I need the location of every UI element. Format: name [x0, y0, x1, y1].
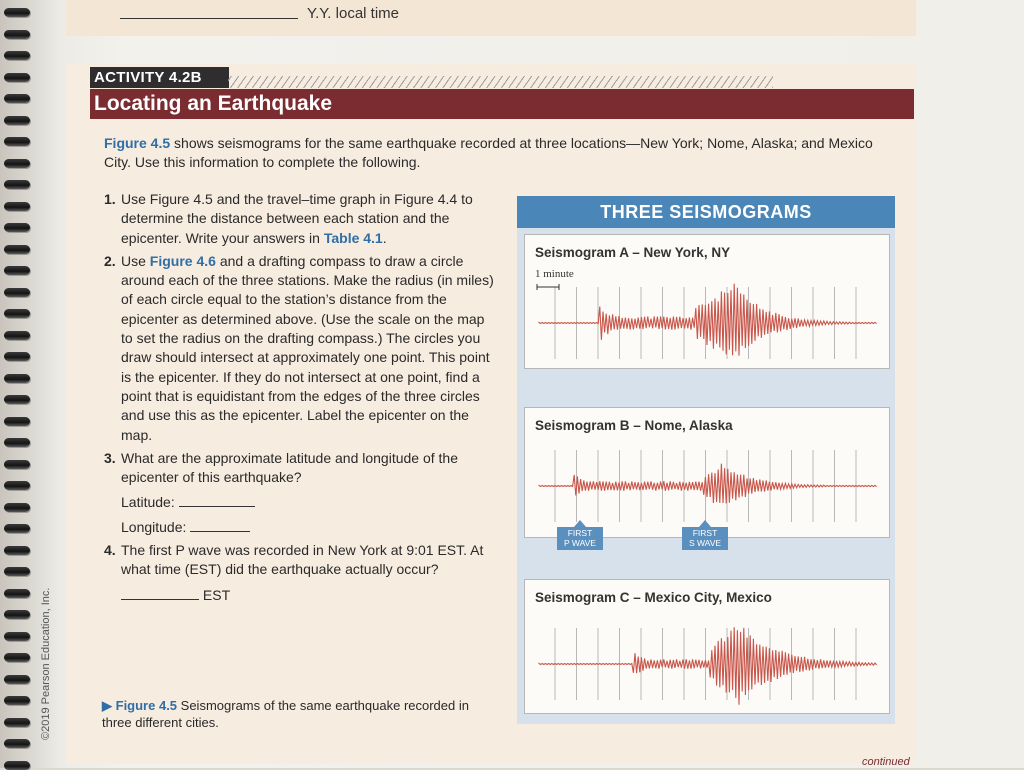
seismogram-figure [517, 196, 895, 724]
seismogram-title: Seismogram A – New York, NY [535, 245, 731, 260]
binding-coil [4, 159, 30, 168]
item-text: Use [121, 252, 150, 269]
table-reference: Table 4.1 [323, 229, 383, 246]
instruction-item [104, 190, 499, 248]
s-wave-marker-label: FIRST S WAVE [688, 528, 722, 548]
binding-coil [4, 8, 30, 17]
binding-coil [4, 94, 30, 103]
item-text: The first P wave was recorded in New York at 9:01 EST. At what time (EST) did the earthquake actually occur? [121, 542, 484, 578]
figure-reference: Figure 4.6 [149, 252, 216, 269]
binding-coil [4, 696, 30, 705]
item-number: 1. [104, 191, 116, 207]
activity-title: Locating an Earthquake [94, 92, 333, 115]
waveform [539, 464, 877, 504]
binding-coil [4, 739, 30, 748]
seismogram-panel-c [524, 579, 890, 714]
seismogram-trace-c [525, 580, 889, 713]
binding-coil [4, 309, 30, 318]
binding-coil [4, 288, 30, 297]
item-text-end: and a drafting compass to draw a circle around each of the three stations. Make the radius (in miles) of each circle equal to the station’s distance from the epicenter as determined above. (Use the scale on the map to set the radius on the drafting compass.) The circles you draw should intersect at approximately one point. This point is the epicenter. If they do not intersect at one point, find a point that is equidistant from the edges of the three circles and use this as the epicenter. Label the epicenter on the map. [121, 252, 494, 443]
seismogram-title: Seismogram B – Nome, Alaska [535, 418, 733, 433]
answer-blank-line [120, 18, 298, 19]
binding-coil [4, 718, 30, 727]
binding-coil [4, 202, 30, 211]
hatch-decoration [228, 76, 773, 88]
est-suffix: EST [202, 586, 231, 603]
binding-coil [4, 589, 30, 598]
binding-coil [4, 180, 30, 189]
figure-caption [102, 697, 482, 731]
item-number: 4. [104, 542, 116, 559]
binding-coil [4, 245, 30, 254]
time-answer-blank[interactable] [121, 586, 199, 600]
binding-coil [4, 374, 30, 383]
first-s-wave-marker [682, 527, 728, 550]
waveform [539, 284, 877, 356]
instruction-list [104, 190, 499, 609]
binding-coil [4, 653, 30, 662]
binding-coil [4, 460, 30, 469]
binding-coil [4, 438, 30, 447]
binding-coil [4, 137, 30, 146]
item-text: What are the approximate latitude and longitude of the epicenter of this earthquake? [121, 449, 458, 486]
caption-figure-ref: Figure 4.5 [115, 698, 178, 713]
waveform [539, 627, 877, 705]
binding-coil [4, 610, 30, 619]
binding-coil [4, 503, 30, 512]
instruction-item [104, 252, 499, 445]
item-text: Use Figure 4.5 and the travel–time graph in Figure 4.4 to determine the distance between each station and the epicenter. Write your answers in [121, 191, 473, 246]
continued-note: continued [862, 756, 910, 768]
p-wave-marker-label: FIRST P WAVE [564, 528, 596, 548]
binding-coil [4, 632, 30, 641]
time-scale-label: 1 minute [535, 268, 574, 280]
binding-coil [4, 51, 30, 60]
instruction-item [104, 541, 499, 605]
instruction-item [104, 449, 499, 537]
copyright-notice: ©2019 Pearson Education, Inc. [40, 587, 52, 740]
binding-coil [4, 417, 30, 426]
intro-text: shows seismograms for the same earthquake recorded at three locations—New York; Nome, Alaska; and Mexico City. Use this information to complete the following. [104, 135, 873, 170]
time-answer-row [121, 586, 499, 605]
longitude-row [121, 518, 499, 537]
binding-coil [4, 546, 30, 555]
binding-coil [4, 30, 30, 39]
binding-coil [4, 116, 30, 125]
figure-reference: Figure 4.5 [104, 135, 171, 151]
item-text-end: . [382, 229, 387, 246]
binding-coil [4, 266, 30, 275]
binding-coil [4, 675, 30, 684]
local-time-label: Y.Y. local time [307, 5, 399, 22]
seismogram-panel-a [524, 234, 890, 369]
longitude-label: Longitude: [121, 518, 187, 535]
item-number: 2. [104, 252, 116, 269]
seismogram-trace-a [525, 235, 889, 368]
item-number: 3. [104, 449, 116, 466]
activity-number-tag: ACTIVITY 4.2B [90, 67, 229, 88]
binding-coil [4, 73, 30, 82]
latitude-answer-blank[interactable] [179, 493, 255, 507]
binding-coil [4, 567, 30, 576]
latitude-label: Latitude: [121, 494, 175, 511]
figure-header: THREE SEISMOGRAMS [517, 196, 895, 228]
binding-coil [4, 481, 30, 490]
latitude-row [121, 493, 499, 512]
binding-coil [4, 395, 30, 404]
binding-coil [4, 331, 30, 340]
binding-coil [4, 223, 30, 232]
intro-paragraph [104, 134, 894, 172]
first-p-wave-marker [557, 527, 603, 550]
binding-coil [4, 352, 30, 361]
seismogram-title: Seismogram C – Mexico City, Mexico [535, 590, 772, 605]
caption-triangle-icon: ▶ [102, 698, 112, 713]
binding-coil [4, 761, 30, 770]
longitude-answer-blank[interactable] [190, 518, 250, 532]
seismogram-trace-b [525, 408, 889, 537]
caption-text: Seismograms of the same earthquake recorded in three different cities. [102, 698, 469, 730]
spiral-binding [0, 0, 36, 768]
binding-coil [4, 524, 30, 533]
seismogram-panel-b [524, 407, 890, 538]
one-minute-scale-bar [537, 284, 559, 290]
